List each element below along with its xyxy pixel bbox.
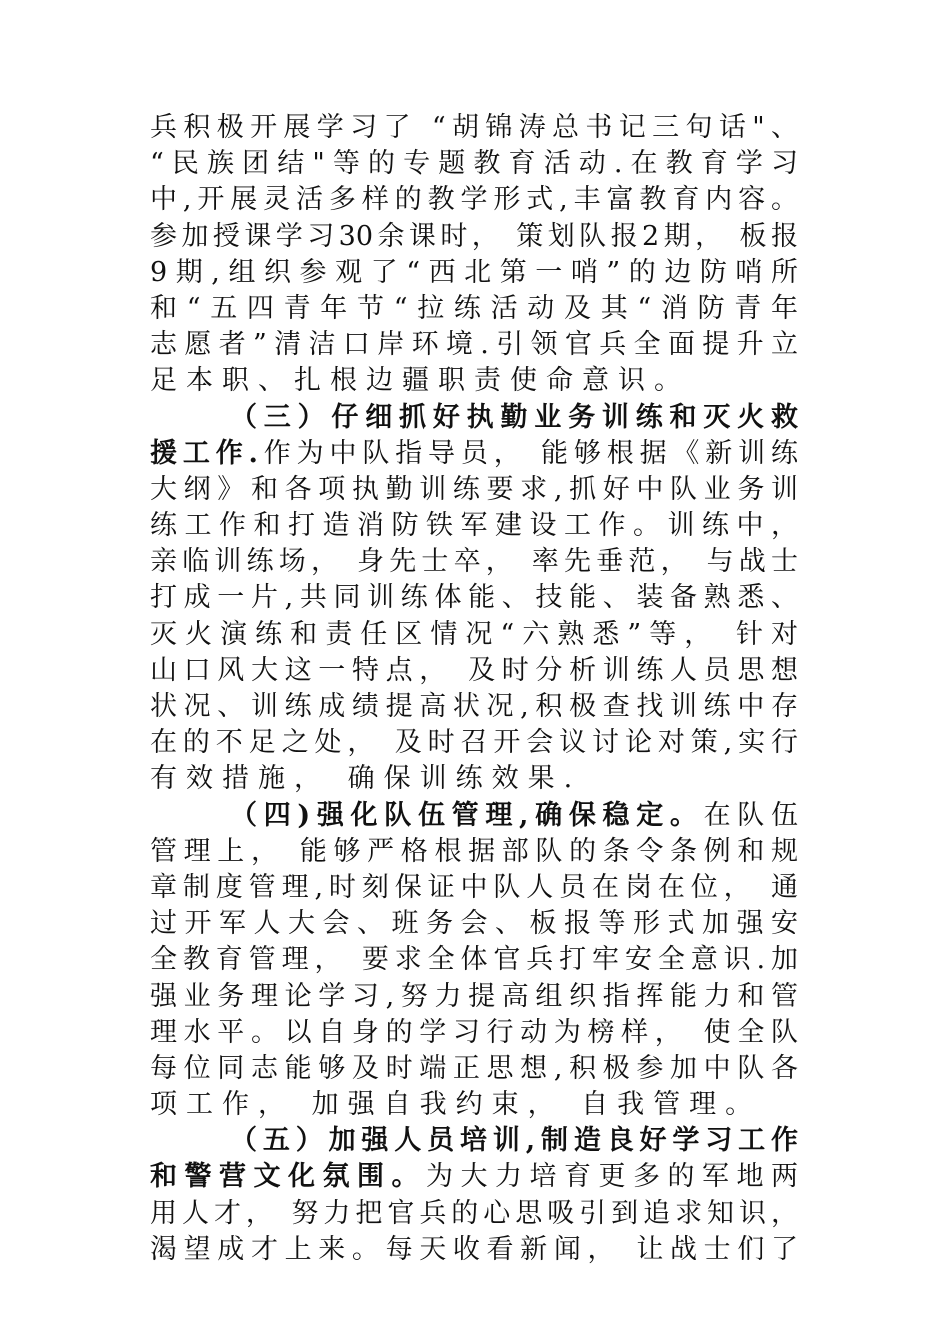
text-line — [150, 798, 798, 834]
text-line — [150, 182, 798, 218]
line-text: 和“五四青年节“拉练活动及其“消防青年 — [150, 292, 798, 324]
line-text: 兵积极开展学习了 “胡锦涛总书记三句话"、 — [150, 112, 798, 143]
line-text: 有效措施， 确保训练效果. — [150, 763, 582, 795]
line-text: 每位同志能够及时端正思想,积极参加中队各 — [150, 1052, 798, 1084]
line-text: 理水平。以自身的学习行动为榜样， 使全队 — [150, 1016, 798, 1048]
text-line — [150, 580, 798, 616]
line-text: 在队伍 — [703, 799, 798, 831]
text-line — [150, 110, 798, 146]
line-text: 练工作和打造消防铁军建设工作。训练中， — [150, 510, 798, 542]
line-text: 大纲》和各项执勤训练要求,抓好中队业务训 — [150, 473, 798, 505]
text-line — [150, 1123, 798, 1159]
line-text: 为大力培育更多的军地两 — [426, 1161, 798, 1193]
text-line — [150, 255, 798, 291]
line-text: 亲临训练场， 身先士卒， 率先垂范， 与战士 — [150, 546, 798, 578]
line-text: 志愿者”清洁口岸环境.引领官兵全面提升立 — [150, 329, 798, 361]
line-text: 全教育管理， 要求全体官兵打牢安全意识.加 — [150, 944, 798, 976]
text-line — [150, 363, 798, 399]
section-heading: （三）仔细抓好执勤业务训练和灭火救 — [230, 401, 798, 433]
text-line — [150, 725, 798, 761]
line-text: 状况、训练成绩提高状况,积极查找训练中存 — [150, 691, 798, 722]
line-text: 渴望成才上来。每天收看新闻， 让战士们了 — [150, 1233, 798, 1265]
line-text: 足本职、扎根边疆职责使命意识。 — [150, 365, 690, 397]
line-text: 中,开展灵活多样的教学形式,丰富教育内容。 — [150, 184, 798, 216]
text-line — [150, 689, 798, 725]
document-body — [150, 110, 798, 1268]
line-text: 在的不足之处， 及时召开会议讨论对策,实行 — [150, 727, 798, 759]
text-line — [150, 472, 798, 508]
line-text: 用人才， 努力把官兵的心思吸引到追求知识， — [150, 1197, 798, 1229]
section-heading: （五）加强人员培训,制造良好学习工作 — [230, 1125, 798, 1157]
text-line — [150, 219, 798, 255]
line-text: 9期,组织参观了“西北第一哨”的边防哨所 — [150, 256, 798, 288]
text-line — [150, 327, 798, 363]
line-text: 章制度管理,时刻保证中队人员在岗在位， 通 — [150, 871, 798, 903]
text-line — [150, 653, 798, 689]
text-line — [150, 834, 798, 870]
text-line — [150, 1015, 798, 1051]
text-line — [150, 146, 798, 182]
text-line — [150, 1159, 798, 1195]
line-text: 山口风大这一特点， 及时分析训练人员思想 — [150, 654, 798, 686]
text-line — [150, 617, 798, 653]
text-line — [150, 942, 798, 978]
text-line — [150, 761, 798, 797]
line-text: 管理上， 能够严格根据部队的条令条例和规 — [150, 835, 798, 867]
text-line — [150, 870, 798, 906]
line-text: 项工作， 加强自我约束， 自我管理。 — [150, 1089, 762, 1121]
text-line — [150, 1232, 798, 1268]
section-heading: （四)强化队伍管理,确保稳定。 — [230, 799, 704, 831]
text-line — [150, 400, 798, 436]
text-line — [150, 1087, 798, 1123]
line-text: 参加授课学习30余课时， 策划队报2期， 板报 — [150, 220, 798, 252]
text-line — [150, 979, 798, 1015]
section-heading: 援工作. — [150, 437, 258, 469]
line-text: 打成一片,共同训练体能、技能、装备熟悉、 — [150, 582, 798, 614]
line-text: 作为中队指导员， 能够根据《新训练 — [257, 437, 798, 469]
text-line — [150, 906, 798, 942]
line-text: “民族团结"等的专题教育活动.在教育学习 — [150, 148, 798, 180]
section-heading: 和警营文化氛围。 — [150, 1161, 426, 1193]
text-line — [150, 1051, 798, 1087]
line-text: 强业务理论学习,努力提高组织指挥能力和管 — [150, 980, 798, 1012]
text-line — [150, 544, 798, 580]
text-line — [150, 1196, 798, 1232]
text-line — [150, 508, 798, 544]
text-line — [150, 291, 798, 327]
line-text: 过开军人大会、班务会、板报等形式加强安 — [150, 908, 798, 940]
text-line — [150, 436, 798, 472]
line-text: 灭火演练和责任区情况“六熟悉”等， 针对 — [150, 618, 798, 650]
